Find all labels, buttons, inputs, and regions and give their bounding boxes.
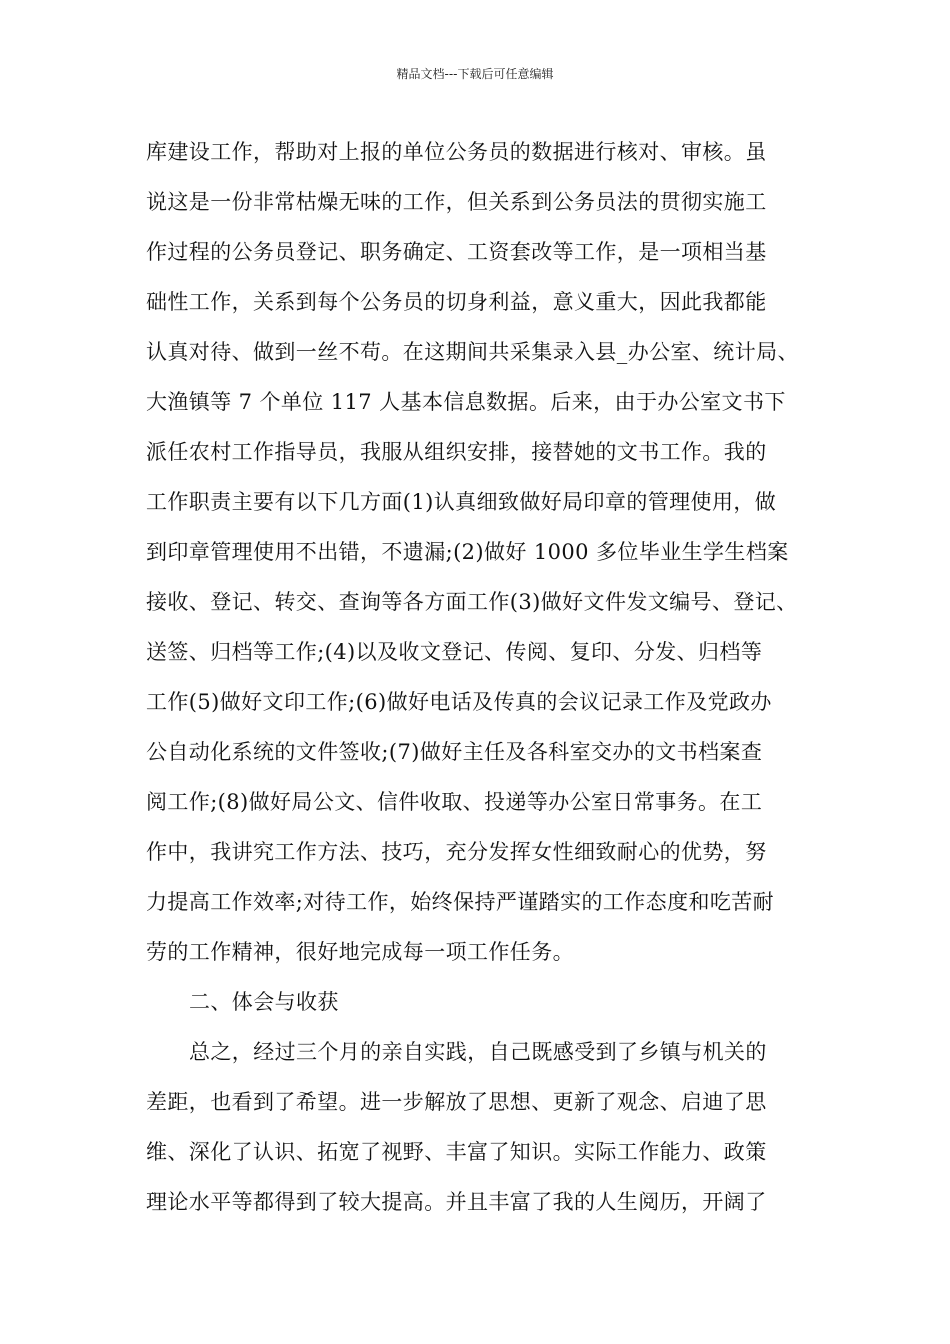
page-header: 精品文档---下载后可任意编辑 [396,67,554,81]
body-line: 公自动化系统的文件签收;(7)做好主任及各科室交办的文书档案查 [146,740,763,764]
body-line: 阅工作;(8)做好局公文、信件收取、投递等办公室日常事务。在工 [146,790,763,814]
body-line: 接收、登记、转交、查询等各方面工作(3)做好文件发文编号、登记、 [146,590,798,614]
body-line: 认真对待、做到一丝不苟。在这期间共采集录入县_办公室、统计局、 [146,340,799,364]
body-line: 工作职责主要有以下几方面(1)认真细致做好局印章的管理使用，做 [146,490,777,514]
body-line: 工作(5)做好文印工作;(6)做好电话及传真的会议记录工作及党政办 [146,690,772,714]
body-line: 维、深化了认识、拓宽了视野、丰富了知识。实际工作能力、政策 [146,1140,767,1164]
paragraph-first-line: 总之，经过三个月的亲自实践，自己既感受到了乡镇与机关的 [189,1040,767,1064]
body-line: 派任农村工作指导员，我服从组织安排，接替她的文书工作。我的 [146,440,767,464]
section-heading: 二、体会与收获 [189,990,339,1014]
body-line: 作中，我讲究工作方法、技巧，充分发挥女性细致耐心的优势，努 [146,840,767,864]
body-line: 说这是一份非常枯燥无味的工作，但关系到公务员法的贯彻实施工 [146,190,767,214]
document-body [146,127,818,1227]
body-line: 库建设工作，帮助对上报的单位公务员的数据进行核对、审核。虽 [146,140,767,164]
body-line: 理论水平等都得到了较大提高。并且丰富了我的人生阅历，开阔了 [146,1190,767,1214]
body-line: 差距，也看到了希望。进一步解放了思想、更新了观念、启迪了思 [146,1090,767,1114]
body-line: 力提高工作效率;对待工作，始终保持严谨踏实的工作态度和吃苦耐 [146,890,775,914]
body-line: 作过程的公务员登记、职务确定、工资套改等工作，是一项相当基 [146,240,767,264]
body-line: 送签、归档等工作;(4)以及收文登记、传阅、复印、分发、归档等 [146,640,763,664]
body-line: 础性工作，关系到每个公务员的切身利益，意义重大，因此我都能 [146,290,767,314]
body-line: 劳的工作精神，很好地完成每一项工作任务。 [146,940,574,964]
body-line: 到印章管理使用不出错，不遗漏;(2)做好 1000 多位毕业生学生档案 [146,540,789,564]
body-line: 大渔镇等 7 个单位 117 人基本信息数据。后来，由于办公室文书下 [146,390,786,414]
